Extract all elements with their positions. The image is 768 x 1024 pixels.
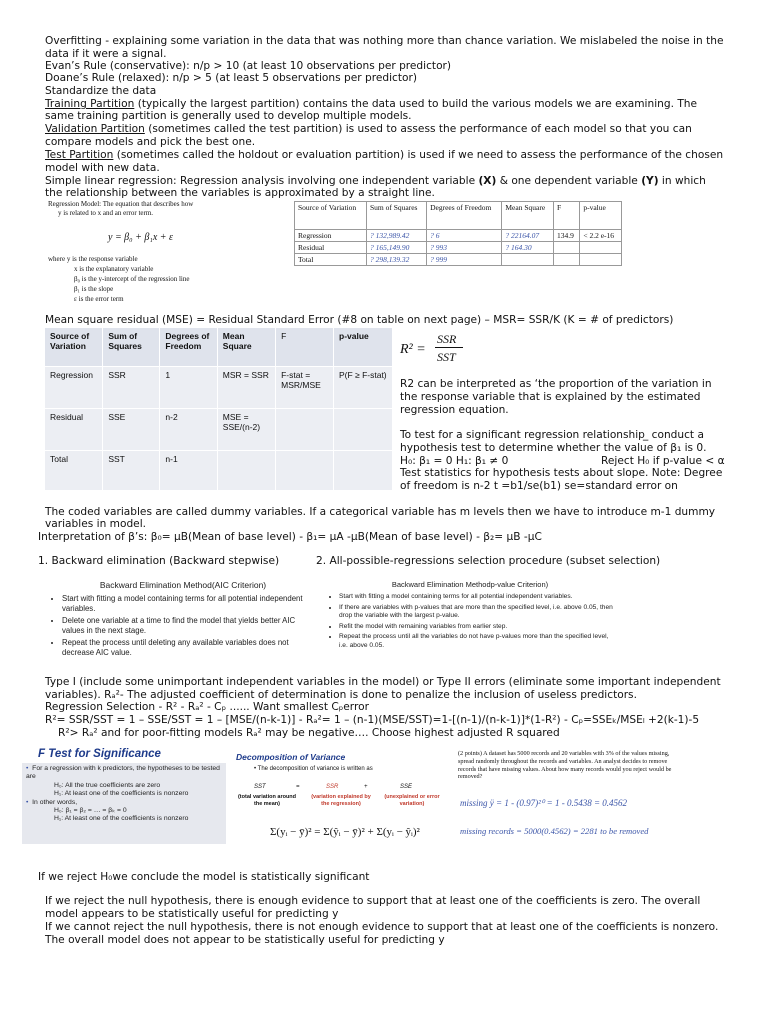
reject-rule: Reject H₀ if p-value < α: [601, 455, 725, 467]
table-header: Mean Square: [217, 328, 275, 366]
doanes-rule: Doane’s Rule (relaxed): n/p > 5 (at least 5 observations per predictor): [45, 72, 417, 84]
reg-model-e: ε is the error term: [74, 295, 124, 303]
decomp-c1: (total variation around the mean): [237, 794, 297, 807]
table-header: Degrees of Freedom: [427, 202, 502, 230]
decomp-c3: (unexplained or error variation): [384, 794, 440, 807]
test-partition-term: Test Partition: [45, 149, 114, 161]
table-row: [45, 408, 393, 450]
reg-model-title: Regression Model: The equation that describes how: [48, 200, 194, 208]
sig-test-2: hypothesis test to determine whether the value of β₁ is 0.: [400, 442, 707, 454]
training-partition-cont: same training partition is generally used to develop multiple models.: [45, 110, 412, 122]
training-partition-line: [45, 98, 697, 111]
table-cell: [334, 408, 393, 450]
f-test-h0: H₀: All the true coefficients are zero: [54, 781, 161, 789]
r2-interp-1: R2 can be interpreted as ‘the proportion of the variation in: [400, 378, 712, 390]
handwritten-records: missing records = 5000(0.4562) = 2281 to be removed: [460, 826, 649, 836]
slr-text-e: in which: [658, 175, 706, 187]
f-test-h1: H₁: At least one of the coefficients is nonzero: [54, 790, 189, 798]
f-test-h0b: H₀: β₁ = β₂ = … = βₖ = 0: [54, 807, 127, 815]
anova-table-big: [45, 328, 393, 491]
table-row: [295, 242, 622, 254]
table-cell: 134.9: [554, 230, 580, 242]
regression-selection: Regression Selection - R² - Rₐ² - Cₚ ...... Want smallest Cₚerror: [45, 701, 369, 713]
problem-line-1: (2 points) A dataset has 5000 records and 20 variables with 3% of the values missing,: [458, 750, 670, 757]
conclusion-4: The overall model does not appear to be statistically useful for predicting y: [45, 934, 445, 946]
pvalue-title: Backward Elimination Methodp-value Criterion): [391, 580, 549, 589]
backward-elimination-title: 1. Backward elimination (Backward stepwise): [38, 555, 280, 567]
problem-line-2: spread randomly throughout the records and variables. An analyst decides to remove: [458, 757, 668, 765]
list-item: • Start with fitting a model containing terms for all potential independent variables.: [62, 594, 318, 614]
decomposition-panel: [236, 752, 446, 848]
table-cell: [334, 450, 393, 490]
slr-text-a: Simple linear regression: Regression analysis involving one independent variable: [45, 175, 479, 187]
table-cell: SSE: [103, 408, 160, 450]
test-partition-line: [45, 149, 723, 162]
decomp-sst: SST: [254, 784, 266, 790]
decomp-sse: SSE: [400, 784, 413, 790]
beta-interpretation: Interpretation of β’s: β₀= μB(Mean of base level) - β₁= μA -μB(Mean of base level) - β₂= μB -μC: [38, 531, 542, 543]
regression-model-snippet: [48, 200, 278, 310]
list-item: • Start with fitting a model containing terms for all potential independent variables.: [339, 593, 615, 602]
conclusion-1: If we reject the null hypothesis, there is enough evidence to support that at least one of the coefficients is zero. The overall: [45, 895, 701, 907]
table-header: Source of Variation: [45, 328, 103, 366]
error-types-2: variables). Rₐ²- The adjusted coefficient of determination is done to penalize the inclusion of useless predictors.: [45, 689, 637, 701]
f-test-b2-text: In other words,: [32, 798, 78, 806]
decomp-sub-text: The decomposition of variance is written as: [257, 766, 373, 772]
slope-test-1: Test statistics for hypothesis tests about slope. Note: Degree: [400, 467, 723, 479]
decomp-sub: • The decomposition of variance is written as: [254, 766, 373, 772]
table-cell: [580, 254, 622, 266]
table-cell: MSE = SSE/(n-2): [217, 408, 275, 450]
r2-fraction-bar: [435, 347, 463, 348]
table-cell: ? 164.30: [502, 242, 554, 254]
dummy-line-2: variables in model.: [45, 518, 147, 530]
f-test-b1-text: For a regression with k predictors, the hypotheses to be tested are: [26, 765, 220, 781]
aic-list: [48, 594, 318, 658]
table-cell: F-stat = MSR/MSE: [276, 366, 334, 408]
table-header: p-value: [580, 202, 622, 230]
table-cell: Residual: [45, 408, 103, 450]
conclusion-2: model appears to be statistically useful for predicting y: [45, 908, 339, 920]
simple-regression-cont: the relationship between the variables is approximated by a straight line.: [45, 187, 435, 199]
hypotheses: H₀: β₁ = 0 H₁: β₁ ≠ 0: [400, 455, 509, 467]
table-cell: ? 132,989.42: [366, 230, 426, 242]
table-cell: P(F ≥ F-stat): [334, 366, 393, 408]
table-cell: [580, 242, 622, 254]
slope-test-2: of freedom is n-2 t =b1/se(b1) se=standard error on: [400, 480, 678, 492]
r2-interp-2: the response variable that is explained by the estimated: [400, 391, 701, 403]
table-header: Sum of Squares: [366, 202, 426, 230]
problem-line-3: records that have missing values. About how many records would you reject would be: [458, 765, 672, 773]
reg-model-x: x is the explanatory variable: [74, 265, 154, 273]
table-cell: ? 22164.07: [502, 230, 554, 242]
reg-model-b1: β₁ is the slope: [74, 285, 114, 293]
list-item: • Delete one variable at a time to find the model that yields better AIC values in the next stage.: [62, 616, 318, 636]
training-partition-text: (typically the largest partition) contains the data used to build the various models we are examining. The: [134, 98, 698, 110]
f-test-h1b: H₁: At least one of the coefficients is nonzero: [54, 815, 189, 823]
table-cell: n-1: [160, 450, 217, 490]
validation-partition-term: Validation Partition: [45, 123, 145, 135]
table-cell: SST: [103, 450, 160, 490]
table-cell: 1: [160, 366, 217, 408]
decomp-c2: (variation explained by the regression): [311, 794, 371, 807]
handwritten-missing: missing ÿ = 1 - (0.97)²⁰ = 1 - 0.5438 = 0.4562: [460, 798, 628, 808]
reg-model-where: where y is the response variable: [48, 255, 138, 263]
table-cell: Residual: [295, 242, 367, 254]
table-header: F: [276, 328, 334, 366]
r2-interp-3: regression equation.: [400, 404, 509, 416]
problem-snippet: [458, 750, 698, 850]
r2-adjusted-note: R²> Rₐ² and for poor-fitting models Rₐ² may be negative…. Choose highest adjusted R squared: [58, 727, 560, 739]
slr-text-c: & one dependent variable: [496, 175, 642, 187]
table-header: Source of Variation: [295, 202, 367, 230]
pvalue-list: [325, 593, 615, 651]
sig-test-1: To test for a significant regression relationship ̲ conduct a: [400, 429, 704, 441]
evans-rule: Evan’s Rule (conservative): n/p > 10 (at least 10 observations per predictor): [45, 60, 452, 72]
list-item: • Repeat the process until deleting any available variables does not decrease AIC value.: [62, 638, 318, 658]
table-header: Degrees of Freedom: [160, 328, 217, 366]
aic-title: Backward Elimination Method(AIC Criterion): [99, 580, 267, 590]
r2-denominator: SST: [437, 350, 456, 364]
validation-partition-cont: compare models and pick the best one.: [45, 136, 256, 148]
table-cell: ? 993: [427, 242, 502, 254]
table-header: F: [554, 202, 580, 230]
conclusion-3: If we cannot reject the null hypothesis, there is not enough evidence to support that at least one of the coefficients is nonzero.: [45, 921, 719, 933]
table-cell: SSR: [103, 366, 160, 408]
f-test-content: [22, 763, 226, 844]
reg-model-b0: β₀ is the y-intercept of the regression line: [74, 275, 190, 283]
table-cell: [554, 254, 580, 266]
standardize-line: Standardize the data: [45, 85, 157, 97]
training-partition-term: Training Partition: [45, 98, 135, 110]
validation-partition-text: (sometimes called the test partition) is used to assess the performance of each model so that you can: [144, 123, 692, 135]
list-item: • Refit the model with remaining variables from earlier step.: [339, 623, 615, 632]
overfitting-line: Overfitting - explaining some variation in the data that was nothing more than chance variation. We mislabeled the noise in the: [45, 35, 724, 47]
test-partition-text: (sometimes called the holdout or evaluation partition) is used if we need to assess the performance of the chosen: [113, 149, 724, 161]
pvalue-criterion-box: [325, 580, 615, 672]
table-cell: Regression: [45, 366, 103, 408]
error-types-1: Type I (include some unimportant independent variables in the model) or Type II errors (eliminate some important independent: [45, 676, 721, 688]
f-test-bullet-2: [26, 799, 222, 807]
table-cell: ? 6: [427, 230, 502, 242]
table-header: Sum of Squares: [103, 328, 160, 366]
table-cell: < 2.2 e-16: [580, 230, 622, 242]
problem-line-4: removed?: [458, 773, 483, 781]
dummy-line-1: The coded variables are called dummy variables. If a categorical variable has m levels then we have to introduce m-1 dummy: [45, 506, 716, 518]
slr-x: (X): [478, 175, 497, 187]
f-test-title: F Test for Significance: [38, 748, 161, 760]
overfitting-line-cont: data if it were a signal.: [45, 48, 167, 60]
table-cell: ? 165,149.90: [366, 242, 426, 254]
table-row: [45, 366, 393, 408]
table-cell: [554, 242, 580, 254]
mse-line: Mean square residual (MSE) = Residual Standard Error (#8 on table on next page) – MSR= SSR/K (K = # of predictors): [45, 314, 674, 326]
bullet-icon: •: [26, 765, 29, 772]
validation-partition-line: [45, 123, 692, 136]
reg-model-title-cont: y is related to x and an error term.: [58, 209, 154, 217]
table-cell: MSR = SSR: [217, 366, 275, 408]
decomp-formula: Σ(yᵢ − ȳ)² = Σ(ŷᵢ − ȳ)² + Σ(yᵢ − ŷᵢ)²: [270, 826, 420, 838]
decomp-ssr: SSR: [326, 784, 339, 790]
bullet-icon: •: [26, 798, 29, 806]
table-cell: Total: [45, 450, 103, 490]
table-cell: Regression: [295, 230, 367, 242]
table-header: p-value: [334, 328, 393, 366]
table-cell: [502, 254, 554, 266]
table-row: [45, 450, 393, 490]
all-possible-title: 2. All-possible-regressions selection procedure (subset selection): [316, 555, 661, 567]
table-row: [295, 254, 622, 266]
decomp-eq: =: [296, 784, 300, 790]
slr-y: (Y): [641, 175, 659, 187]
table-row: [295, 202, 622, 230]
table-cell: n-2: [160, 408, 217, 450]
table-cell: ? 999: [427, 254, 502, 266]
r2-lhs: R² =: [400, 342, 426, 357]
table-cell: [217, 450, 275, 490]
table-cell: [276, 450, 334, 490]
f-test-panel: [22, 748, 226, 848]
r2-numerator: SSR: [437, 332, 457, 346]
decomp-plus: +: [364, 784, 368, 790]
decomp-title: Decomposition of Variance: [236, 752, 346, 762]
table-row: [45, 328, 393, 366]
f-test-bullet-1: [26, 765, 222, 782]
r2-formulas: R²= SSR/SST = 1 – SSE/SST = 1 – [MSE/(n-k-1)] - Rₐ²= 1 – (n-1)(MSE/SST)=1-[(n-1)/(n-k-1)]*(1-R²) - Cₚ=SSEₖ/MSEₗ +2(k-1)-5: [45, 714, 700, 726]
table-cell: Total: [295, 254, 367, 266]
list-item: • Repeat the process until all the variables do not have p-values more than the specified level, i.e. above 0.05.: [339, 633, 615, 650]
table-header: Mean Square: [502, 202, 554, 230]
table-cell: [276, 408, 334, 450]
reg-model-equation: y = β₀ + β₁x + ε: [108, 232, 173, 243]
list-item: • If there are variables with p-values that are more than the specified level, i.e. above 0.05, then drop the variable with the largest p-value.: [339, 604, 615, 621]
table-row: [295, 230, 622, 242]
aic-criterion-box: [48, 580, 318, 672]
simple-regression-line: [45, 175, 706, 188]
table-cell: ? 298,139.32: [366, 254, 426, 266]
conclusion-reject: If we reject H₀we conclude the model is statistically significant: [38, 871, 370, 883]
test-partition-cont: model with new data.: [45, 162, 160, 174]
anova-table-small: [294, 201, 622, 266]
